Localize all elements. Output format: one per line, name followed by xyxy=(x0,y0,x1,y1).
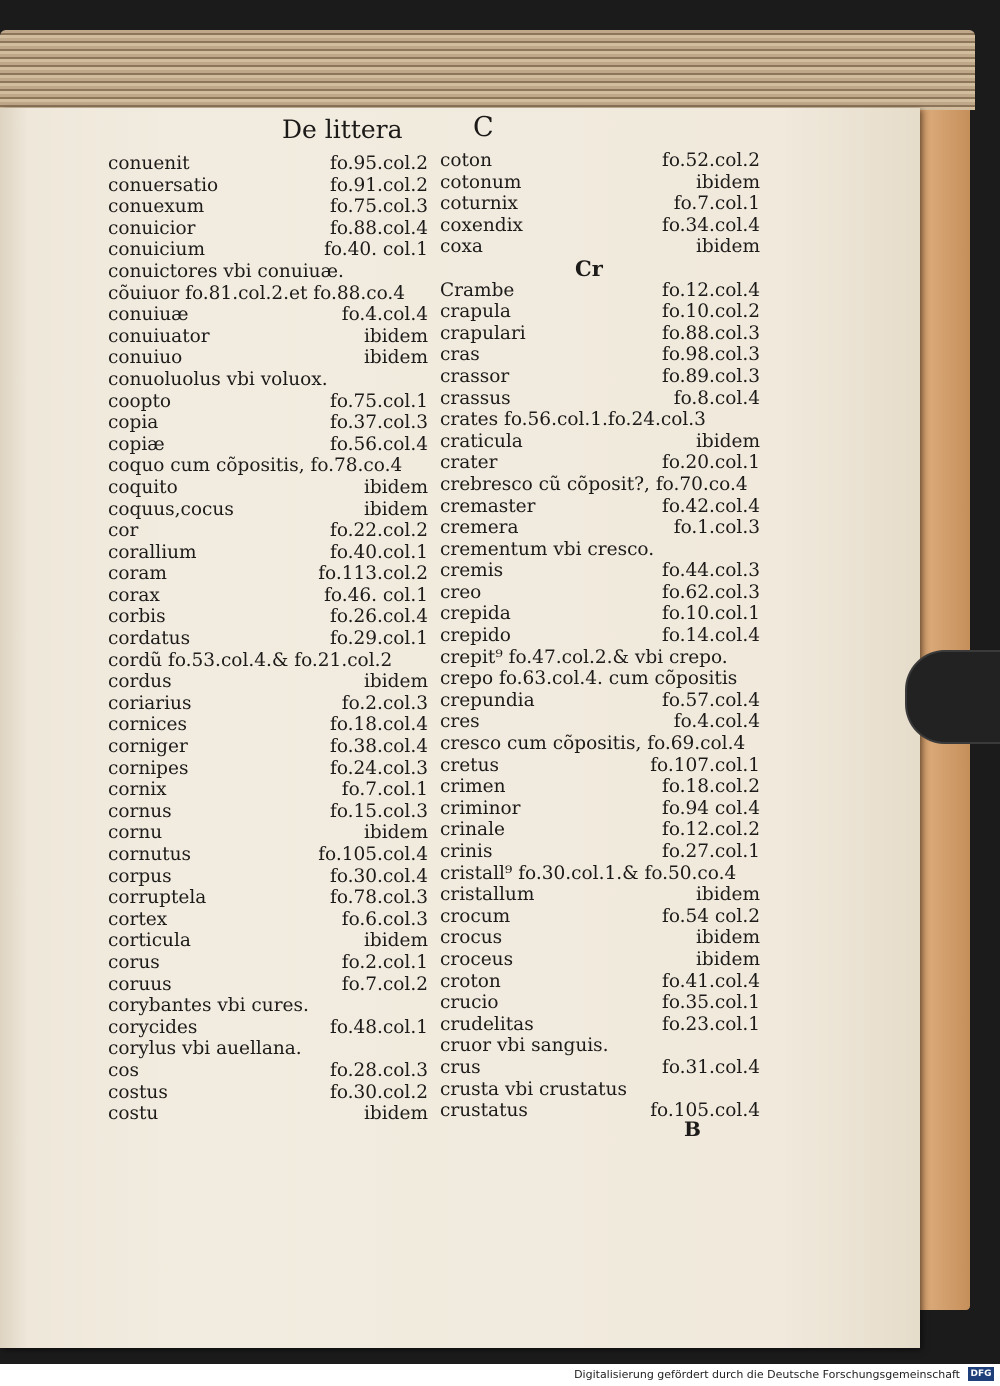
entry-reference: fo.52.col.2 xyxy=(661,150,760,171)
dfg-logo: DFG xyxy=(968,1367,994,1381)
entry-term: conuiuæ xyxy=(108,304,189,326)
entry-reference: fo.24.col.3 xyxy=(329,757,428,779)
entry-term: crepido xyxy=(440,625,511,647)
entry-reference: fo.105.col.4 xyxy=(650,1100,760,1122)
entry-reference: fo.18.col.2 xyxy=(661,776,760,798)
index-entry xyxy=(440,668,760,690)
entry-term: cristall⁹ fo.30.col.1.& fo.50.co.4 xyxy=(440,862,737,884)
entry-reference: fo.30.col.2 xyxy=(329,1081,428,1103)
index-entry xyxy=(108,239,428,261)
index-entry xyxy=(440,733,760,755)
entry-term: crassor xyxy=(440,365,510,387)
index-entry xyxy=(440,215,760,237)
index-entry xyxy=(440,280,760,302)
entry-term: crinis xyxy=(440,841,493,862)
index-entry xyxy=(440,150,760,172)
entry-reference: fo.23.col.1 xyxy=(661,1013,760,1035)
entry-term: cordũ fo.53.col.4.& fo.21.col.2 xyxy=(108,649,393,671)
entry-term: cõuiuor fo.81.col.2.et fo.88.co.4 xyxy=(108,282,406,304)
index-entry xyxy=(440,236,760,258)
entry-term: croceus xyxy=(440,948,514,970)
index-entry xyxy=(440,366,760,388)
entry-reference: fo.113.col.2 xyxy=(318,563,428,585)
entry-reference: fo.15.col.3 xyxy=(329,800,428,822)
entry-reference: fo.20.col.1 xyxy=(661,452,760,474)
index-entry xyxy=(440,1057,760,1079)
entry-term: corniger xyxy=(108,736,188,758)
entry-term: crucio xyxy=(440,992,499,1014)
entry-reference: fo.75.col.1 xyxy=(329,390,428,412)
entry-reference: fo.38.col.4 xyxy=(329,736,428,758)
entry-reference: fo.56.col.4 xyxy=(329,433,428,455)
entry-term: croton xyxy=(440,970,501,992)
index-entry xyxy=(108,909,428,931)
entry-reference: ibidem xyxy=(695,171,760,193)
entry-term: cordus xyxy=(108,671,172,693)
index-entry xyxy=(108,822,428,844)
entry-term: craticula xyxy=(440,430,523,452)
index-entry xyxy=(440,301,760,323)
entry-reference: fo.46. col.1 xyxy=(324,584,428,606)
entry-reference: fo.34.col.4 xyxy=(661,214,760,236)
index-entry xyxy=(108,1103,428,1125)
entry-reference: fo.2.col.1 xyxy=(341,951,428,973)
entry-term: coram xyxy=(108,563,167,585)
index-entry xyxy=(108,261,428,283)
index-entry xyxy=(108,455,428,477)
entry-term: coquus,cocus xyxy=(108,498,234,520)
index-entry xyxy=(108,175,428,197)
index-entry xyxy=(440,1035,760,1057)
index-entry xyxy=(440,603,760,625)
entry-term: coxendix xyxy=(440,214,523,236)
index-entry xyxy=(108,930,428,952)
entry-reference: fo.54 col.2 xyxy=(661,905,760,927)
entry-term: copiæ xyxy=(108,433,165,455)
entry-reference: ibidem xyxy=(363,671,428,693)
entry-term: coriarius xyxy=(108,692,192,714)
entry-reference: fo.98.col.3 xyxy=(661,344,760,366)
entry-reference: fo.105.col.4 xyxy=(318,844,428,865)
entry-term: coton xyxy=(440,150,492,171)
entry-term: crepo fo.63.col.4. cum cõpositis xyxy=(440,668,738,690)
entry-term: corticula xyxy=(108,930,191,952)
index-entry xyxy=(108,671,428,693)
entry-reference: fo.107.col.1 xyxy=(650,754,760,776)
entry-term: cremis xyxy=(440,560,504,582)
footer-credit: Digitalisierung gefördert durch die Deutsche Forschungsgemeinschaft xyxy=(574,1368,960,1381)
entry-term: cornix xyxy=(108,779,167,801)
entry-term: cornipes xyxy=(108,757,189,779)
entry-term: crepundia xyxy=(440,689,535,711)
index-entry xyxy=(108,1017,428,1039)
entry-term: cortex xyxy=(108,908,168,930)
entry-term: costu xyxy=(108,1103,159,1125)
entry-reference: ibidem xyxy=(363,347,428,369)
entry-term: cremaster xyxy=(440,495,536,517)
entry-term: corpus xyxy=(108,865,172,887)
entry-reference: fo.29.col.1 xyxy=(329,628,428,650)
index-entry xyxy=(440,711,760,733)
index-entry xyxy=(440,690,760,712)
index-entry xyxy=(108,520,428,542)
entry-term: crocus xyxy=(440,927,503,949)
entry-reference: ibidem xyxy=(695,948,760,970)
index-entry xyxy=(440,884,760,906)
entry-reference: ibidem xyxy=(363,822,428,844)
index-entry xyxy=(108,369,428,391)
entry-term: conuictores vbi conuiuæ. xyxy=(108,260,344,282)
entry-reference: ibidem xyxy=(695,236,760,258)
entry-reference: fo.4.col.4 xyxy=(673,711,760,733)
index-entry xyxy=(108,347,428,369)
entry-reference: fo.7.col.1 xyxy=(673,193,760,215)
running-head: De littera xyxy=(282,115,403,144)
entry-term: corbis xyxy=(108,606,166,628)
index-entry xyxy=(440,539,760,561)
index-entry xyxy=(440,949,760,971)
entry-reference: fo.30.col.4 xyxy=(329,865,428,887)
entry-term: coxa xyxy=(440,236,483,258)
index-entry xyxy=(108,412,428,434)
index-entry xyxy=(440,344,760,366)
entry-term: corybantes vbi cures. xyxy=(108,995,309,1017)
index-entry xyxy=(108,693,428,715)
entry-term: coquo cum cõpositis, fo.78.co.4 xyxy=(108,455,403,477)
entry-reference: fo.10.col.2 xyxy=(661,301,760,323)
signature-mark: B xyxy=(684,1117,701,1141)
entry-term: conuersatio xyxy=(108,174,219,196)
entry-reference: fo.95.col.2 xyxy=(329,153,428,174)
entry-term: corallium xyxy=(108,541,197,563)
entry-reference: fo.6.col.3 xyxy=(341,908,428,930)
index-entry xyxy=(108,585,428,607)
entry-term: creo xyxy=(440,581,482,603)
entry-term: crimen xyxy=(440,776,506,798)
entry-term: corus xyxy=(108,951,160,973)
entry-reference: fo.14.col.4 xyxy=(661,625,760,647)
entry-reference: ibidem xyxy=(363,930,428,952)
book-clasp xyxy=(905,650,1000,744)
index-entry xyxy=(440,863,760,885)
entry-term: corruptela xyxy=(108,887,207,909)
index-entry xyxy=(440,409,760,431)
entry-reference: fo.62.col.3 xyxy=(661,581,760,603)
index-column-left xyxy=(108,153,428,1125)
entry-term: crocum xyxy=(440,905,511,927)
entry-reference: fo.88.col.3 xyxy=(661,322,760,344)
entry-term: cornices xyxy=(108,714,187,736)
entry-term: crustatus xyxy=(440,1100,528,1122)
entry-term: coopto xyxy=(108,390,172,412)
entry-reference: fo.27.col.1 xyxy=(661,841,760,862)
index-entry xyxy=(108,283,428,305)
entry-term: cruor vbi sanguis. xyxy=(440,1035,609,1057)
index-entry xyxy=(108,801,428,823)
entry-term: conuicium xyxy=(108,239,205,261)
entry-reference: fo.42.col.4 xyxy=(661,495,760,517)
entry-reference: fo.94 col.4 xyxy=(661,797,760,819)
entry-term: crus xyxy=(440,1056,481,1078)
entry-term: cras xyxy=(440,344,480,366)
entry-term: cor xyxy=(108,520,139,542)
index-entry xyxy=(440,798,760,820)
entry-term: crates fo.56.col.1.fo.24.col.3 xyxy=(440,409,706,431)
entry-term: conuenit xyxy=(108,153,190,174)
entry-term: crater xyxy=(440,452,498,474)
entry-reference: fo.1.col.3 xyxy=(673,517,760,539)
entry-term: cordatus xyxy=(108,628,191,650)
entry-term: crassus xyxy=(440,387,511,409)
entry-reference: fo.48.col.1 xyxy=(329,1016,428,1038)
index-entry xyxy=(108,628,428,650)
index-entry xyxy=(440,560,760,582)
entry-term: conuiuo xyxy=(108,347,183,369)
entry-reference: fo.78.col.3 xyxy=(329,887,428,909)
index-entry xyxy=(440,517,760,539)
entry-reference: ibidem xyxy=(695,927,760,949)
entry-term: conuoluolus vbi voluox. xyxy=(108,368,328,390)
entry-reference: fo.10.col.1 xyxy=(661,603,760,625)
entry-reference: fo.18.col.4 xyxy=(329,714,428,736)
entry-term: cretus xyxy=(440,754,499,776)
index-entry xyxy=(440,1079,760,1101)
entry-term: crinale xyxy=(440,819,505,841)
entry-reference: ibidem xyxy=(363,476,428,498)
entry-reference: fo.22.col.2 xyxy=(329,520,428,542)
entry-term: cornus xyxy=(108,800,172,822)
index-entry xyxy=(108,714,428,736)
page-edges xyxy=(0,30,975,110)
entry-reference: fo.4.col.4 xyxy=(341,304,428,326)
entry-reference: fo.26.col.4 xyxy=(329,606,428,628)
index-entry xyxy=(108,866,428,888)
index-entry xyxy=(108,326,428,348)
index-entry xyxy=(108,650,428,672)
entry-term: conuiuator xyxy=(108,325,210,347)
entry-term: Crambe xyxy=(440,279,515,301)
entry-term: corax xyxy=(108,584,160,606)
index-entry xyxy=(108,218,428,240)
index-column-right xyxy=(440,150,760,1122)
entry-term: cos xyxy=(108,1059,139,1081)
index-entry xyxy=(440,906,760,928)
entry-reference: ibidem xyxy=(695,430,760,452)
entry-term: conuexum xyxy=(108,196,205,218)
index-entry xyxy=(108,758,428,780)
entry-term: crepit⁹ fo.47.col.2.& vbi crepo. xyxy=(440,646,728,668)
entry-reference: ibidem xyxy=(695,884,760,906)
entry-reference: fo.40. col.1 xyxy=(324,239,428,261)
entry-reference: ibidem xyxy=(363,325,428,347)
entry-reference: fo.37.col.3 xyxy=(329,412,428,434)
entry-term: cornu xyxy=(108,822,163,844)
index-entry xyxy=(108,995,428,1017)
index-entry xyxy=(108,563,428,585)
index-entry xyxy=(108,974,428,996)
entry-reference: fo.7.col.2 xyxy=(341,973,428,995)
index-entry xyxy=(440,647,760,669)
index-entry xyxy=(440,452,760,474)
entry-term: crepida xyxy=(440,603,511,625)
index-entry xyxy=(440,819,760,841)
entry-reference: fo.75.col.3 xyxy=(329,196,428,218)
entry-reference: fo.44.col.3 xyxy=(661,560,760,582)
entry-term: copia xyxy=(108,412,159,434)
index-entry xyxy=(108,844,428,866)
index-entry xyxy=(440,927,760,949)
index-entry xyxy=(108,542,428,564)
entry-reference: fo.28.col.3 xyxy=(329,1059,428,1081)
entry-reference: fo.7.col.1 xyxy=(341,779,428,801)
index-entry xyxy=(108,499,428,521)
entry-term: coquito xyxy=(108,476,178,498)
index-entry xyxy=(108,736,428,758)
entry-term: cristallum xyxy=(440,884,535,906)
entry-reference: fo.88.col.4 xyxy=(329,217,428,239)
entry-term: crudelitas xyxy=(440,1013,534,1035)
entry-reference: fo.41.col.4 xyxy=(661,970,760,992)
entry-reference: fo.40.col.1 xyxy=(329,541,428,563)
index-entry xyxy=(440,841,760,863)
entry-reference: fo.12.col.2 xyxy=(661,819,760,841)
index-entry xyxy=(440,496,760,518)
entry-term: crebresco cũ cõposit?, fo.70.co.4 xyxy=(440,473,748,495)
index-entry xyxy=(108,606,428,628)
index-entry xyxy=(440,388,760,410)
entry-term: cornutus xyxy=(108,844,192,865)
entry-reference: fo.8.col.4 xyxy=(673,387,760,409)
index-entry xyxy=(440,776,760,798)
entry-term: coruus xyxy=(108,973,172,995)
entry-term: crapulari xyxy=(440,322,526,344)
index-entry xyxy=(108,1060,428,1082)
index-entry xyxy=(108,153,428,175)
index-entry xyxy=(108,952,428,974)
entry-term: crementum vbi cresco. xyxy=(440,538,655,560)
entry-reference: fo.35.col.1 xyxy=(661,992,760,1014)
section-heading xyxy=(440,255,760,281)
index-entry xyxy=(440,1014,760,1036)
index-entry xyxy=(108,477,428,499)
entry-term: Cr xyxy=(575,255,603,281)
index-entry xyxy=(108,304,428,326)
entry-reference: ibidem xyxy=(363,1103,428,1125)
index-entry xyxy=(108,887,428,909)
entry-term: cres xyxy=(440,711,480,733)
index-entry xyxy=(440,755,760,777)
entry-reference: fo.57.col.4 xyxy=(661,689,760,711)
entry-term: cremera xyxy=(440,517,519,539)
entry-reference: fo.31.col.4 xyxy=(661,1056,760,1078)
index-entry xyxy=(440,172,760,194)
index-entry xyxy=(440,992,760,1014)
index-entry xyxy=(108,1082,428,1104)
entry-term: conuicior xyxy=(108,217,196,239)
index-entry xyxy=(108,196,428,218)
index-entry xyxy=(440,582,760,604)
entry-reference: fo.89.col.3 xyxy=(661,365,760,387)
entry-reference: ibidem xyxy=(363,498,428,520)
index-entry xyxy=(440,625,760,647)
index-entry xyxy=(440,193,760,215)
entry-reference: fo.2.col.3 xyxy=(341,692,428,714)
index-entry xyxy=(108,779,428,801)
entry-term: costus xyxy=(108,1081,168,1103)
index-entry xyxy=(440,474,760,496)
index-entry xyxy=(440,323,760,345)
entry-reference: fo.91.col.2 xyxy=(329,174,428,196)
running-letter: C xyxy=(473,112,494,143)
entry-term: corycides xyxy=(108,1016,198,1038)
entry-term: criminor xyxy=(440,797,521,819)
entry-term: crusta vbi crustatus xyxy=(440,1078,627,1100)
index-entry xyxy=(440,1100,760,1122)
index-entry xyxy=(440,971,760,993)
entry-term: cotonum xyxy=(440,171,522,193)
index-entry xyxy=(440,431,760,453)
index-entry xyxy=(108,1038,428,1060)
entry-term: corylus vbi auellana. xyxy=(108,1038,302,1060)
entry-term: cresco cum cõpositis, fo.69.col.4 xyxy=(440,733,746,755)
entry-term: crapula xyxy=(440,301,511,323)
entry-term: coturnix xyxy=(440,193,518,215)
index-entry xyxy=(108,391,428,413)
index-entry xyxy=(108,434,428,456)
entry-reference: fo.12.col.4 xyxy=(661,279,760,301)
